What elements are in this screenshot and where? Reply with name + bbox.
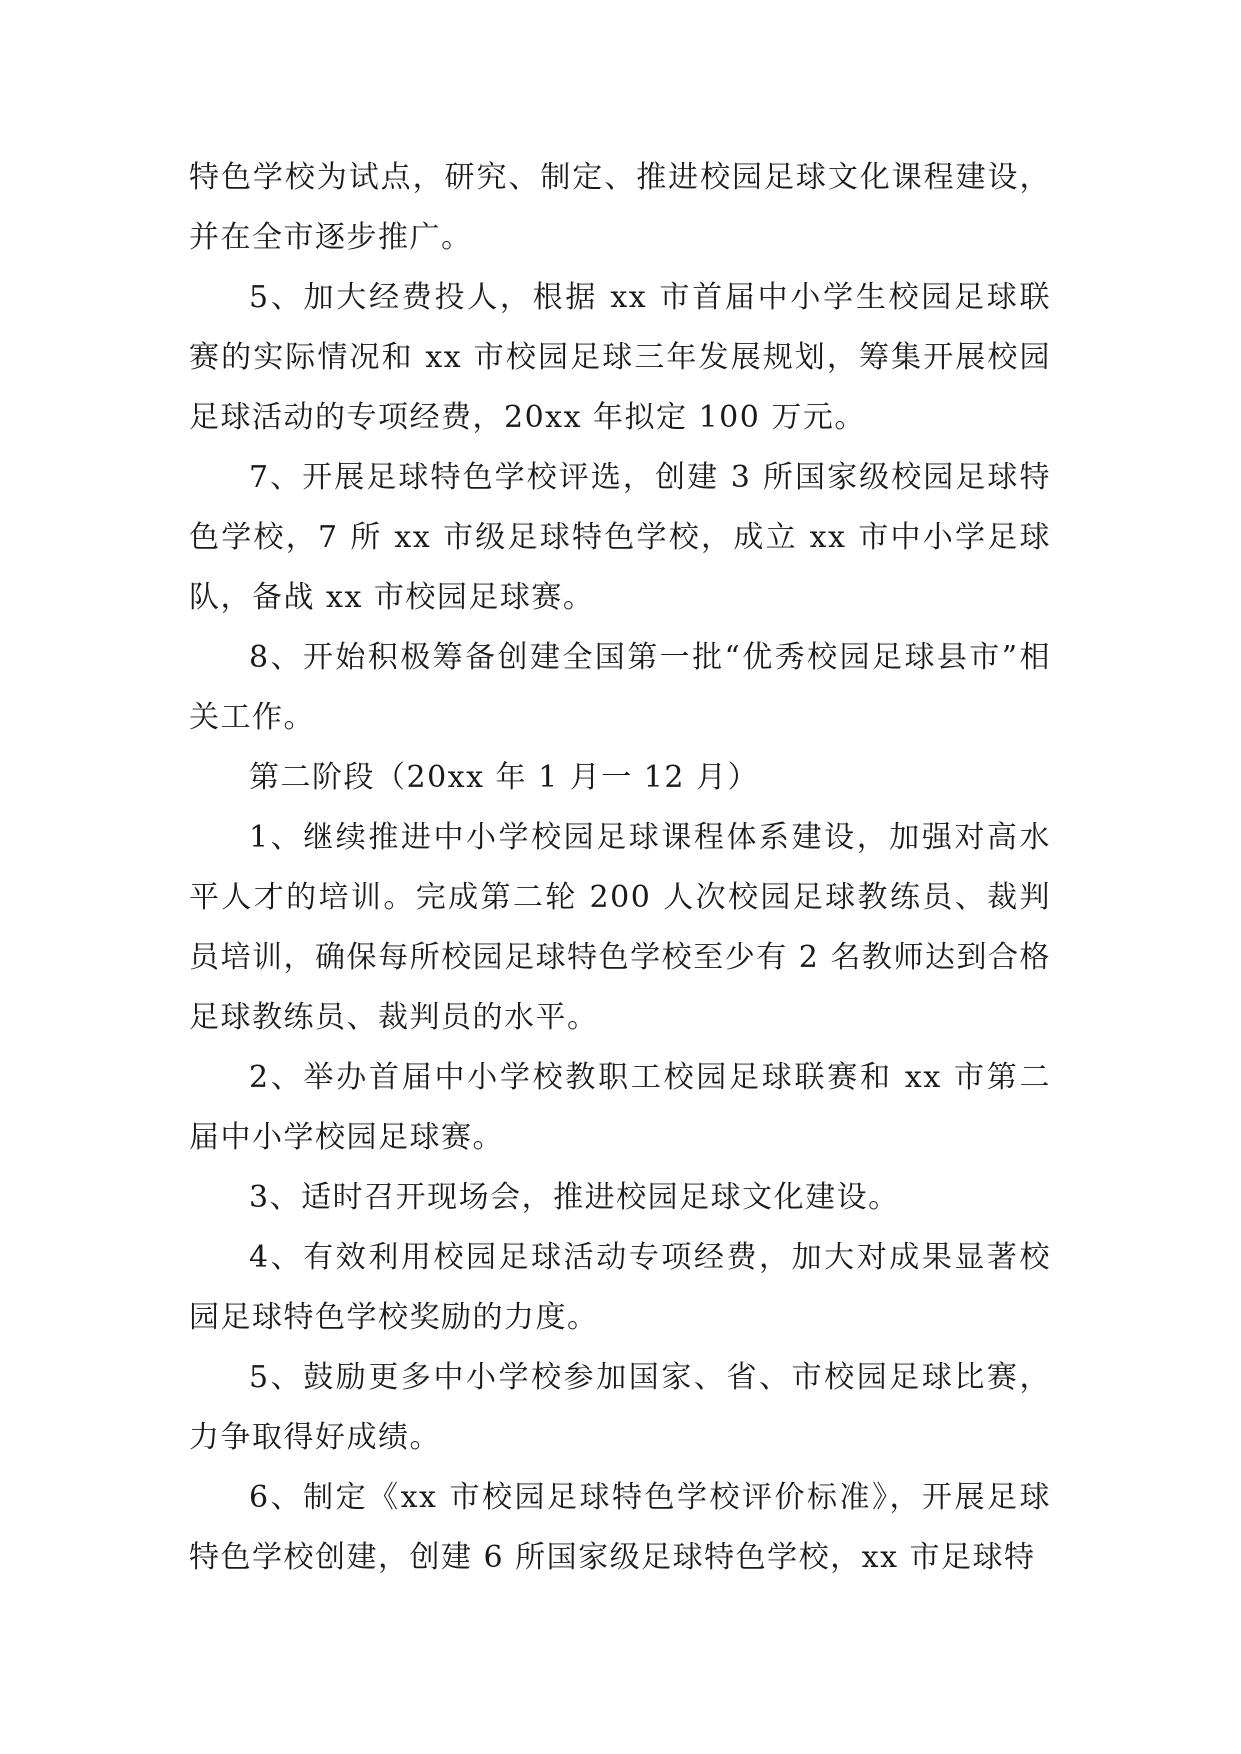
paragraph-continuation: 特色学校为试点，研究、制定、推进校园足球文化课程建设，并在全市逐步推广。: [189, 160, 1051, 255]
paragraph-stage2-item-4: 4、有效利用校园足球活动专项经费，加大对成果显著校园足球特色学校奖励的力度。: [189, 1240, 1051, 1335]
section-heading-stage-two: 第二阶段（20xx 年 1 月一 12 月）: [249, 760, 759, 795]
document-body: [189, 148, 1051, 1588]
paragraph-item-7-school-selection: 7、开展足球特色学校评选，创建 3 所国家级校园足球特色学校，7 所 xx 市级足球特色学校，成立 xx 市中小学足球队，备战 xx 市校园足球赛。: [189, 460, 1051, 615]
paragraph-stage2-item-1: 1、继续推进中小学校园足球课程体系建设，加强对高水平人才的培训。完成第二轮 200 人次校园足球教练员、裁判员培训，确保每所校园足球特色学校至少有 2 名教师达到合格足球教练员、裁判员的水平。: [189, 820, 1051, 1035]
paragraph-stage2-item-5: 5、鼓励更多中小学校参加国家、省、市校园足球比赛，力争取得好成绩。: [189, 1360, 1051, 1455]
paragraph-item-8-preparation: 8、开始积极筹备创建全国第一批“优秀校园足球县市”相关工作。: [189, 640, 1051, 735]
paragraph-stage2-item-6: 6、制定《xx 市校园足球特色学校评价标准》，开展足球特色学校创建，创建 6 所国家级足球特色学校，xx 市足球特: [189, 1480, 1051, 1575]
paragraph-item-5-funding: 5、加大经费投人，根据 xx 市首届中小学生校园足球联赛的实际情况和 xx 市校园足球三年发展规划，筹集开展校园足球活动的专项经费，20xx 年拟定 100 万元。: [189, 280, 1051, 435]
paragraph-stage2-item-3: 3、适时召开现场会，推进校园足球文化建设。: [249, 1180, 900, 1215]
paragraph-stage2-item-2: 2、举办首届中小学校教职工校园足球联赛和 xx 市第二届中小学校园足球赛。: [189, 1060, 1051, 1155]
